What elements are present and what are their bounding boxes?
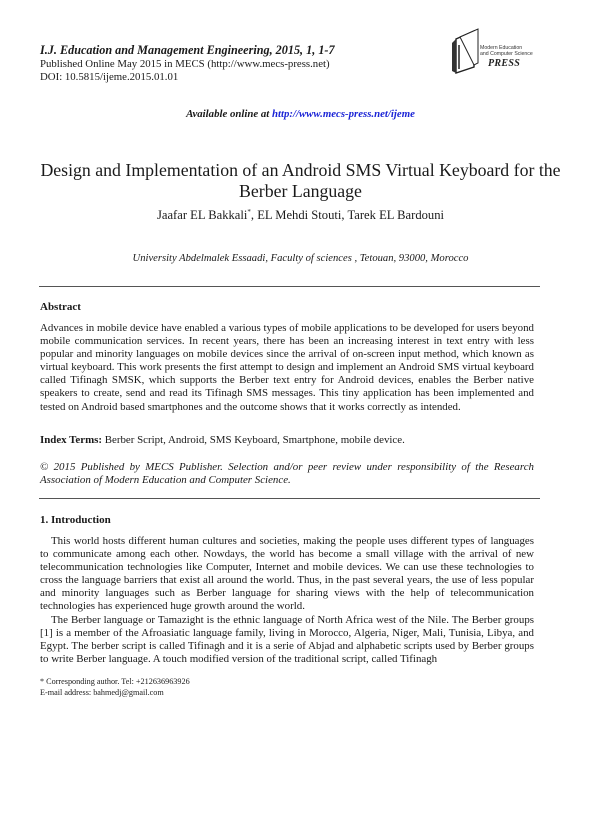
- copyright-notice: © 2015 Published by MECS Publisher. Selection and/or peer review under responsibility of the Research Association of Modern Education and Computer Science.: [40, 461, 534, 487]
- journal-name: I.J. Education and Management Engineering,: [40, 43, 273, 57]
- affiliation: University Abdelmalek Essaadi, Faculty of sciences , Tetouan, 93000, Morocco: [132, 253, 469, 264]
- logo-line-2: and Computer Science: [480, 50, 533, 57]
- doi-line: DOI: 10.5815/ijeme.2015.01.01: [40, 70, 179, 83]
- publication-info: [40, 58, 330, 83]
- index-terms: [40, 434, 534, 447]
- first-author: Jaafar EL Bakkali: [156, 208, 248, 223]
- index-terms-list: Berber Script, Android, SMS Keyboard, Smartphone, mobile device.: [102, 434, 405, 446]
- journal-issue: 2015, 1, 1-7: [272, 43, 335, 57]
- footnote: [40, 676, 190, 698]
- footnote-author: * Corresponding author. Tel: +212636963926: [40, 677, 190, 686]
- introduction-body: [40, 535, 534, 666]
- journal-link[interactable]: http://www.mecs-press.net/ijeme: [271, 108, 415, 120]
- divider-bottom: [39, 498, 540, 499]
- intro-paragraph-2: The Berber language or Tamazight is the ethnic language of North Africa west of the Nile. The Berber groups [1] is a member of the Afroasiatic language family, living in Morocco, Algeria, Niger, Mali, Tunisia, Libya, and Egypt. The berber script is called Tifinagh and it is a serie of Abjad and alphabetic scripts used by Berber groups to write Berber language. A touch modified version of the traditional script, called Tifinagh: [40, 613, 534, 665]
- introduction-heading: 1. Introduction: [40, 514, 111, 526]
- corresponding-mark[interactable]: *: [247, 208, 251, 216]
- available-online: [0, 108, 601, 120]
- author-list: [0, 208, 601, 223]
- paper-title: Design and Implementation of an Android SMS Virtual Keyboard for the Berber Language: [40, 160, 561, 201]
- available-prefix: Available online at: [186, 108, 272, 120]
- book-stack-icon: [450, 27, 480, 75]
- logo-line-3: PRESS: [488, 58, 521, 69]
- logo-line-1: Modern Education: [480, 45, 523, 51]
- index-terms-label: Index Terms:: [40, 434, 103, 446]
- footnote-email: E-mail address: bahmedj@gmail.com: [40, 688, 164, 697]
- abstract-heading: Abstract: [40, 301, 81, 313]
- other-authors: , EL Mehdi Stouti, Tarek EL Bardouni: [250, 208, 445, 223]
- published-online-line: Published Online May 2015 in MECS (http://www.mecs-press.net): [40, 58, 330, 70]
- publisher-logo: [450, 27, 570, 77]
- journal-citation: [40, 43, 335, 58]
- divider-top: [39, 286, 540, 287]
- intro-paragraph-1: This world hosts different human cultures and societies, making the people uses different types of languages to communicate among each other. Nowdays, the world has become a small village with the arrival of new telecommunication technologies like Computer, Internet and mobile devices. We can use these technologies to cross the language barriers that exist all around the world. Thus, in the past several years, the use of less popular and minority languages such as Berber language for sharing views with the help of telecommunication technologies has experienced huge growth around the world.: [40, 535, 534, 613]
- abstract-text: Advances in mobile device have enabled a various types of mobile applications to be developed for users beyond mobile communication services. In recent years, there has been an increasing interest in text entry with less popular and minority languages on mobile devices since the arrival of on-screen input method, which known as virtual keyboard. This work presents the first attempt to design and implement an Android SMS virtual keyboard called Tifinagh SMSK, which supports the Berber text entry for Android devices, enables the Berber native speakers to create, send and read its Tifinagh SMS messages. This tiny application has been implemented and tested on Android based smartphones and the outcome shows that it works correctly as intended.: [40, 322, 534, 413]
